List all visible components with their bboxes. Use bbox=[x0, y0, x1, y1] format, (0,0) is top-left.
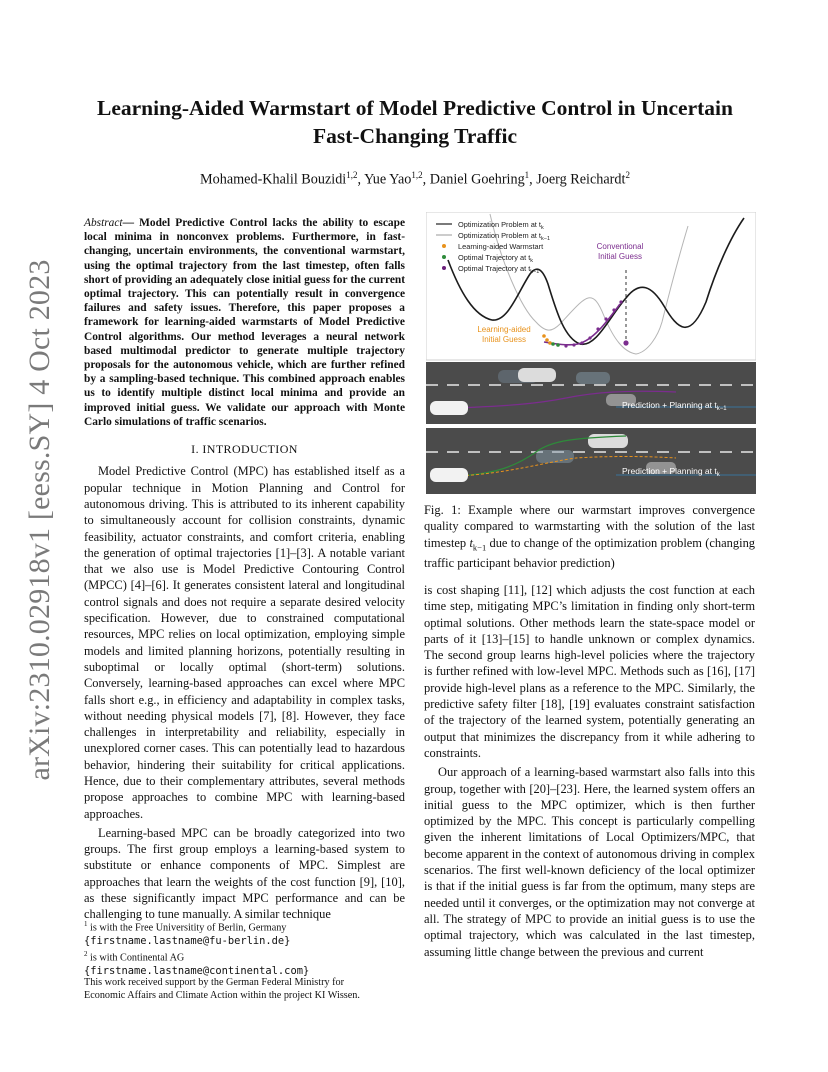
legend-label-optimal-previous: Optimal Trajectory at $t_{k-1}$ bbox=[458, 264, 540, 275]
caption-text-suffix: due to change of the optimization problem (changing traffic participant behavior prediction) bbox=[424, 535, 756, 571]
footnote-1-email: {firstname.lastname@fu-berlin.de} bbox=[84, 934, 291, 947]
learning-guess-label-2: Initial Guess bbox=[481, 335, 527, 344]
author-name: Daniel Goehring bbox=[429, 171, 525, 188]
legend-label-optimal-current: Optimal Trajectory at $t_k$ bbox=[458, 253, 534, 264]
abstract bbox=[84, 216, 405, 429]
footnote-2-text: is with Continental AG bbox=[90, 951, 185, 963]
conventional-initial-guess-point bbox=[623, 340, 628, 345]
right-paragraph-2: Our approach of a learning-based warmstart also falls into this group, together with [20]–[23]. Here, the learned system offers an initial guess to the MPC optimizer, which is then further optimized by the MPC. This concept is particularly compelling given the inherent limitations of Local Optimizers/MPC, that become apparent in the context of autonomous driving in complex scenarios. The first well-known deficiency of the local optimizer is that if the initial guess is far from the optimum, many steps are needed until it converges, or the optimization may not converge at all. The strategy of MPC to provide an initial guess is to use the optimal trajectory, which was calculated in the last timestep, assuming little change between the previous and current bbox=[424, 765, 755, 959]
section-heading-introduction: I. INTRODUCTION bbox=[191, 442, 298, 457]
author-name: Yue Yao bbox=[364, 171, 412, 188]
footnote-1: $^1$ is with the Free Universitity of Berlin, Germany bbox=[84, 920, 287, 934]
traffic-panel-previous bbox=[426, 362, 756, 424]
caption-time-subscript: k−1 bbox=[472, 542, 487, 553]
author-name: Joerg Reichardt bbox=[536, 171, 626, 188]
footnotes bbox=[84, 918, 414, 1002]
road-surface bbox=[426, 362, 756, 424]
right-column bbox=[424, 582, 755, 963]
car-front-lane bbox=[518, 368, 556, 382]
title-line-2: Fast-Changing Traffic bbox=[312, 124, 518, 148]
traffic-panel-current bbox=[426, 428, 756, 494]
right-paragraph-1: is cost shaping [11], [12] which adjusts the cost function at each time step, mitigating MPC’s limitation in finding only short-term optimal solutions. Other methods learn the state-space model or parts of it [13]–[15] to handle unknown or complex dynamics. The second group learns high-level policies where the trajectory is further refined with low-level MPC. Methods such as [16], [17] provide high-level plans as a reference to the MPC. Similarly, the predictive safety filter [18], [19] evaluates constraint satisfaction of the trajectory of the learned system, potentially generating an output that minimizes the discrepancy from it while adhering to constraints. bbox=[424, 583, 755, 760]
footnote-2: $^2$ is with Continental AG bbox=[84, 949, 185, 963]
abstract-text: — Model Predictive Control lacks the ability to escape local minima in nonconvex problems. Furthermore, in fast-changing, uncertain environments, the conventional warmstart, using the optimal trajectory from the last timestep, often falls short of providing an adequately close initial guess for the current optimal trajectory. This can potentially result in convergence failures and safety issues. Therefore, this paper proposes a framework for learning-aided warmstarts of Model Predictive Control algorithms. Our method leverages a neural network based multimodal predictor to generate multiple trajectory proposals for the autonomous vehicle, which are further refined by a sampling-based technique. This combined approach enables us to identify multiple distinct local minima and provide an improved initial guess. We validate our approach with Monte Carlo simulations of traffic scenarios. bbox=[84, 217, 405, 428]
caption-text-prefix: Fig. 1: Example where our warmstart improves convergence quality compared to warmstarting with the solution of the last timestep bbox=[424, 503, 755, 550]
legend-dot-optimal-current bbox=[442, 255, 446, 259]
footnote-1-text: is with the Free Universitity of Berlin, Germany bbox=[90, 922, 287, 934]
figure-1-graphic bbox=[426, 212, 756, 496]
ego-vehicle bbox=[430, 401, 468, 415]
author-name: Mohamed-Khalil Bouzidi bbox=[200, 171, 347, 188]
arxiv-identifier-stamp bbox=[18, 259, 62, 781]
figure-1 bbox=[426, 212, 756, 496]
legend-dot-optimal-previous bbox=[442, 266, 446, 270]
author-affiliation: 1,2 bbox=[411, 170, 423, 180]
conventional-guess-label-2: Initial Guess bbox=[597, 252, 643, 261]
panel-1-label: Prediction + Planning at $t_{k-1}$ bbox=[622, 400, 727, 412]
caption-time-variable: t bbox=[469, 535, 473, 550]
figure-1-caption bbox=[424, 502, 755, 572]
predicted-car-ghost bbox=[576, 372, 610, 384]
author-affiliation: 1,2 bbox=[346, 170, 358, 180]
author-affiliation: 1 bbox=[524, 170, 530, 180]
left-column bbox=[84, 216, 405, 926]
predicted-car-ghost bbox=[536, 450, 574, 463]
ego-vehicle bbox=[430, 468, 468, 482]
funding-line-1: This work received support by the German Federal Ministry for bbox=[84, 977, 344, 989]
legend-label-warmstart: Learning-aided Warmstart bbox=[458, 242, 544, 251]
intro-paragraph-2: Learning-based MPC can be broadly categorized into two groups. The first group employs a learning-based system to substitute or enhance components of MPC. Simplest are approaches that learn the weights of the cost function [9], [10], as these significantly impact MPC performance and can be challenging to tune manually. A similar technique bbox=[84, 825, 405, 922]
legend-label-current: Optimization Problem at $t_k$ bbox=[458, 220, 544, 231]
conventional-guess-label-1: Conventional bbox=[596, 242, 644, 251]
panel-2-label: Prediction + Planning at $t_k$ bbox=[622, 466, 720, 478]
arxiv-stamp-text: arXiv:2310.02918v1 [eess.SY] 4 Oct 2023 bbox=[23, 259, 56, 781]
legend-label-previous: Optimization Problem at $t_{k-1}$ bbox=[458, 231, 551, 242]
abstract-label: Abstract bbox=[84, 217, 123, 229]
title-line-1: Learning-Aided Warmstart of Model Predictive Control in Uncertain bbox=[97, 96, 733, 120]
intro-paragraph-1: Model Predictive Control (MPC) has established itself as a popular technique in Motion Planning and Control for autonomous driving. This is attributed to its inherent capability to simultaneously account for collision constraints, dynamic feasibility, actuator constraints, and comfort criteria, enabling the generation of optimal trajectories [1]–[3]. A notable variant that we also use is Model Predictive Contouring Control (MPCC) [4]–[6]. It generates consistent lateral and longitudinal control signals and does not require a separate desired velocity specification. However, due to constrained computational resources, MPC relies on local optimization, employing simple models and limited planning horizons, potentially resulting in suboptimal or locally optimal (short-term) solutions. Conversely, learning-based approaches can excel where MPC falls short e.g., in efficiency and adaptability in complex tasks, without needing physical models [7], [8]. However, they face challenges in interpretability and reliability, especially in unexplored corner cases. This can potentially lead to hazardous behavior, hindering their suitability for critical applications. Hence, due to their complementary attributes, several methods propose approaches to combine MPC with learning-based approaches. bbox=[84, 464, 405, 821]
author-affiliation: 2 bbox=[625, 170, 630, 180]
paper-title bbox=[70, 94, 760, 150]
author-list: Mohamed-Khalil Bouzidi$^{1,2}$, Yue Yao$^{1,2}$, Daniel Goehring$^1$, Joerg Reichardt$^2$ bbox=[200, 170, 630, 188]
learning-guess-label-1: Learning-aided bbox=[477, 325, 531, 334]
legend-dot-warmstart bbox=[442, 244, 446, 248]
funding-line-2: Economic Affairs and Climate Action within the project KI Wissen. bbox=[84, 989, 360, 1001]
footnote-2-email: {firstname.lastname@continental.com} bbox=[84, 964, 310, 977]
